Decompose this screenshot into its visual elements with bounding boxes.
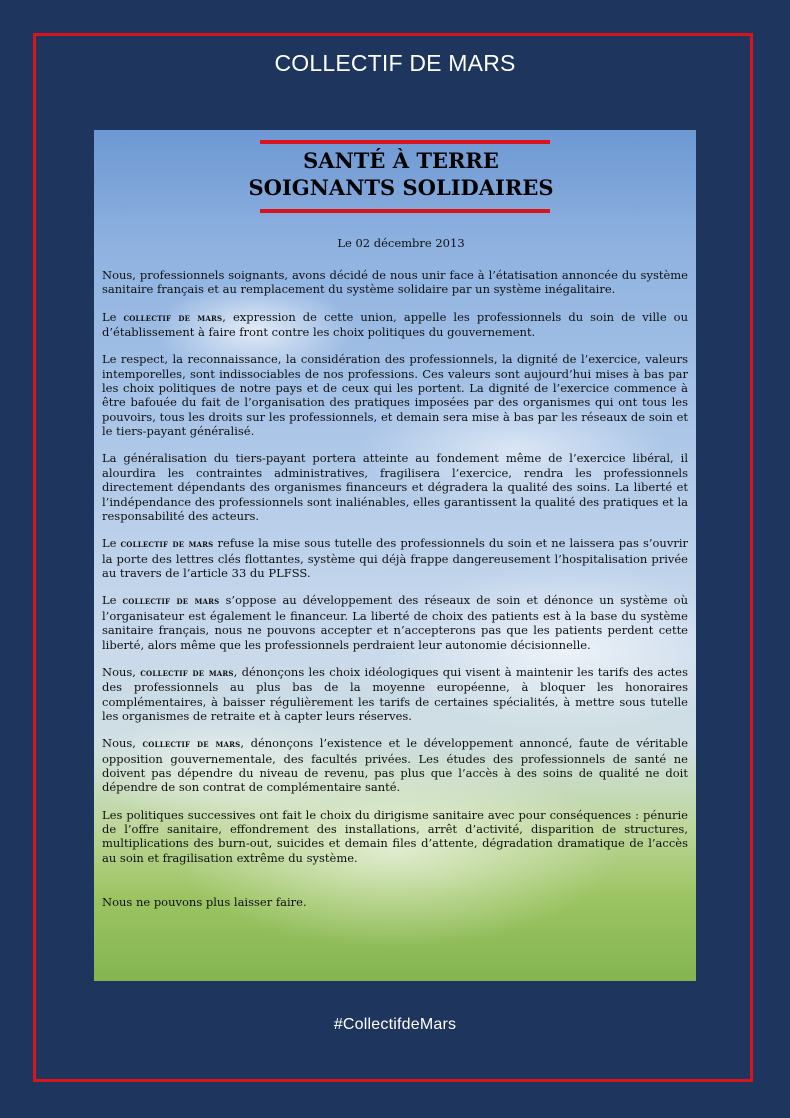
header-title: COLLECTIF DE MARS: [274, 50, 516, 76]
title-line-1: SANTÉ À TERRE: [303, 148, 499, 173]
paragraph-8-text: , dénonçons l’existence et le développement annoncé, faute de véritable opposition gouvernementale, des facultés privées. Les études des professionnels de santé ne doivent pas dépendre du niveau de revenu, pas plus que l’accès à des soins de qualité ne doit dépendre de son contrat de complémentaire santé.: [102, 736, 688, 795]
paragraph-6-text: s’oppose au développement des réseaux de soin et dénonce un système où l’organisateur est également le financeur. La liberté de choix des patients est à la base du système sanitaire français, nous ne pouvons accepter et n’accepterons pas que les patients perdent cette liberté, alors même que les professionnels perdraient leur autonomie décisionnelle.: [102, 593, 688, 652]
footer-hashtag: #CollectifdeMars: [333, 1016, 457, 1033]
collectif-name: collectif de mars: [142, 738, 241, 751]
collectif-name: collectif de mars: [122, 595, 220, 608]
paragraph-10: Nous ne pouvons plus laisser faire.: [102, 895, 307, 910]
paragraph-6-lead: Le: [102, 593, 123, 608]
paragraph-7-lead: Nous,: [102, 664, 141, 679]
collectif-name: collectif de mars: [120, 538, 214, 551]
paragraph-7: [102, 665, 688, 724]
paragraph-2: [102, 310, 688, 340]
title-line-2: SOIGNANTS SOLIDAIRES: [248, 175, 554, 200]
paragraph-9: Les politiques successives ont fait le choix du dirigisme sanitaire avec pour conséquences : pénurie de l’offre sanitaire, effondrement des installations, arrêt d’activité, disparition de structures, multiplications des burn-out, suicides et demain files d’attente, dégradation dramatique de l’accès au soin et fragilisation extrême du système.: [102, 807, 688, 865]
paragraph-1: Nous, professionnels soignants, avons décidé de nous unir face à l’étatisation annoncée du système sanitaire français et au remplacement du système solidaire par un système inégalitaire.: [102, 268, 688, 297]
title-rule-bottom: [260, 209, 550, 213]
paragraph-6: [102, 593, 688, 652]
document-panel: [94, 130, 696, 981]
paragraph-8: [102, 736, 688, 795]
document-body: [102, 268, 688, 922]
paragraph-5: [102, 536, 688, 580]
paragraph-5-lead: Le: [102, 536, 121, 551]
collectif-name: collectif de mars: [140, 666, 234, 679]
paragraph-4: La généralisation du tiers-payant portera atteinte au fondement même de l’exercice libéral, il alourdira les contraintes administratives, fragilisera l’exercice, rendra les professionnels directement dépendants des organismes financeurs et dégradera la qualité des soins. La liberté et l’indépendance des professionnels sont inaliénables, elles garantissent la qualité des pratiques et la responsabilité des acteurs.: [102, 451, 688, 524]
paragraph-5-text: refuse la mise sous tutelle des professionnels du soin et ne laissera pas s’ouvrir la porte des lettres clés flottantes, système qui déjà frappe dangereusement l’hospitalisation privée au travers de l’article 33 du PLFSS.: [102, 536, 689, 581]
paragraph-3: Le respect, la reconnaissance, la considération des professionnels, la dignité de l’exercice, valeurs intemporelles, sont indissociables de nos professions. Ces valeurs sont aujourd’hui mises à bas par les choix politiques de notre pays et de ceux qui les portent. La dignité de l’exercice commence à être bafouée du fait de l’organisation des pratiques imposées par des organismes qui ont tous les pouvoirs, tous les droits sur les professionnels, et demain sera mise à bas par les réseaux de soin et le tiers-payant généralisé.: [102, 352, 688, 439]
paragraph-2-text: , expression de cette union, appelle les professionnels du soin de ville ou d’établissement à faire front contre les choix politiques du gouvernement.: [102, 309, 688, 340]
document-date: Le 02 décembre 2013: [337, 236, 465, 250]
collectif-name: collectif de mars: [123, 311, 223, 324]
paragraph-2-lead: Le: [102, 309, 124, 324]
paragraph-7-text: , dénonçons les choix idéologiques qui visent à maintenir les tarifs des actes des professionnels au plus bas de la moyenne européenne, à bloquer les honoraires complémentaires, à baisser régulièrement les tarifs de certaines spécialités, à mettre sous tutelle les organismes de retraite et à capter leurs réserves.: [102, 664, 688, 723]
paragraph-8-lead: Nous,: [102, 736, 143, 751]
document-title: [102, 147, 696, 201]
title-rule-top: [260, 140, 550, 144]
